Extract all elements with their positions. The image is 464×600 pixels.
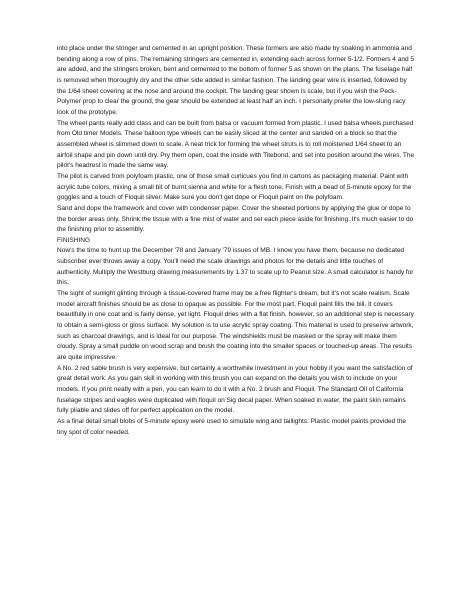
paragraph-fuselage-construction: into place under the stringer and cemented in an upright position. These formers are also made by soaking in ammonia and bending along a row of pins. The remaining stringers are cemented in, extending each across former 5-1/2. Formers 4 and 5 are added, and the stringers broken, bent and cemented to the bottom of former 5 as shown on the plans. The fuselage half is removed when thoroughly dry and the other side added in similar fashion. The landing gear wire is inserted, followed by the 1/64 sheet covering at the nose and around the cockpit. The landing gear shown is scale, but if you wish the Peck-Polymer prop to clear the ground, the gear should be extended at least half an inch. I personally prefer the low-slung racy look of the prototype.	[57, 45, 415, 116]
paragraph-wheel-pants: The wheel pants really add class and can be built from balsa or vacuum formed from plastic. I used balsa wheels purchased from Old timer Models. These balloon type wheels can be easily sliced at the center and sanded on a block so that the assembled wheel is slimmed down to scale. A neat trick for forming the wheel struts is to roll moistened 1/64 sheet to an airfoil shape and pin down until dry. Pry them open, coat the inside with Titebond, and set into position around the wires. The pilot's headrest is made the same way.	[57, 119, 415, 170]
paragraph-scale-realism: The sight of sunlight glinting through a tissue-covered frame may be a free flighter's dream, but it's not scale realism. Scale model aircraft finishes should be as close to opaque as possible. For the most part, Floquil paint fills the bill. It covers beautifully in one coat and is fairly dense, yet light. Floquil dries with a flat finish, however, so an additional step is necessary to obtain a semi-gloss or gloss surface. My solution is to use acrylic spray coating. This material is used to preserve artwork, such as charcoal drawings, and is ideal for our purpose. The windshields must be masked or the spray will make them cloudy. Spray a small puddle on wood scrap and brush the coating into the smaller spaces or touched-up areas. The results are quite impressive.	[57, 290, 414, 362]
paragraph-sable-brush: A No. 2 red sable brush is very expensive, but certainly a worthwhile investment in your hobby if you want the satisfaction of great detail work. As you gain skill in working with this brush you can expand on the details you wish to include on your models. If you print neatly with a pen, you can learn to do it with a No. 2 brush and Floquil. The Standard Oil of California fuselage stripes and eagles were duplicated with floquil on Sig decal paper. When soaked in water, the paint skin remains fully pliable and slides off for perfect application on the model.	[57, 364, 413, 415]
document-page	[57, 44, 417, 438]
paragraph-finishing-intro: Now's the time to hunt up the December '78 and January '79 issues of MB. I know you have them, because no dedicated subscriber ever throws away a copy. You'll need the scale drawings and photos for the details and little touches of authenticity. Multiply the Westburg drawing measurements by 1.37 to scale up to Peanut size. A small calculator is handy for this.	[57, 247, 414, 287]
section-heading-finishing: FINISHING	[57, 236, 91, 244]
paragraph-final-detail: As a final detail small blobs of 5-minute epoxy were used to simulate wing and taillights. Plastic model paints provided the tiny spot of color needed.	[57, 417, 407, 436]
paragraph-covering: Sand and dope the framework and cover with condenser paper. Cover the sheeted portions by applying the glue or dope to the border areas only. Shrink the tissue with a fine mist of water and set each piece aside for finishing. It's much easier to do the finishing prior to assembly.	[57, 204, 414, 234]
paragraph-pilot: The pilot is carved from polyfoam plastic, one of those small curlicues you find in cartons as packaging material. Paint with acrylic tube colors, mixing a small bit of burnt sienna and white for a flesh tone. Finish with a bead of 5-minute epoxy for the goggles and a touch of Floquil silver. Make sure you don't get dope or Floquil paint on the polyfoam.	[57, 172, 412, 202]
